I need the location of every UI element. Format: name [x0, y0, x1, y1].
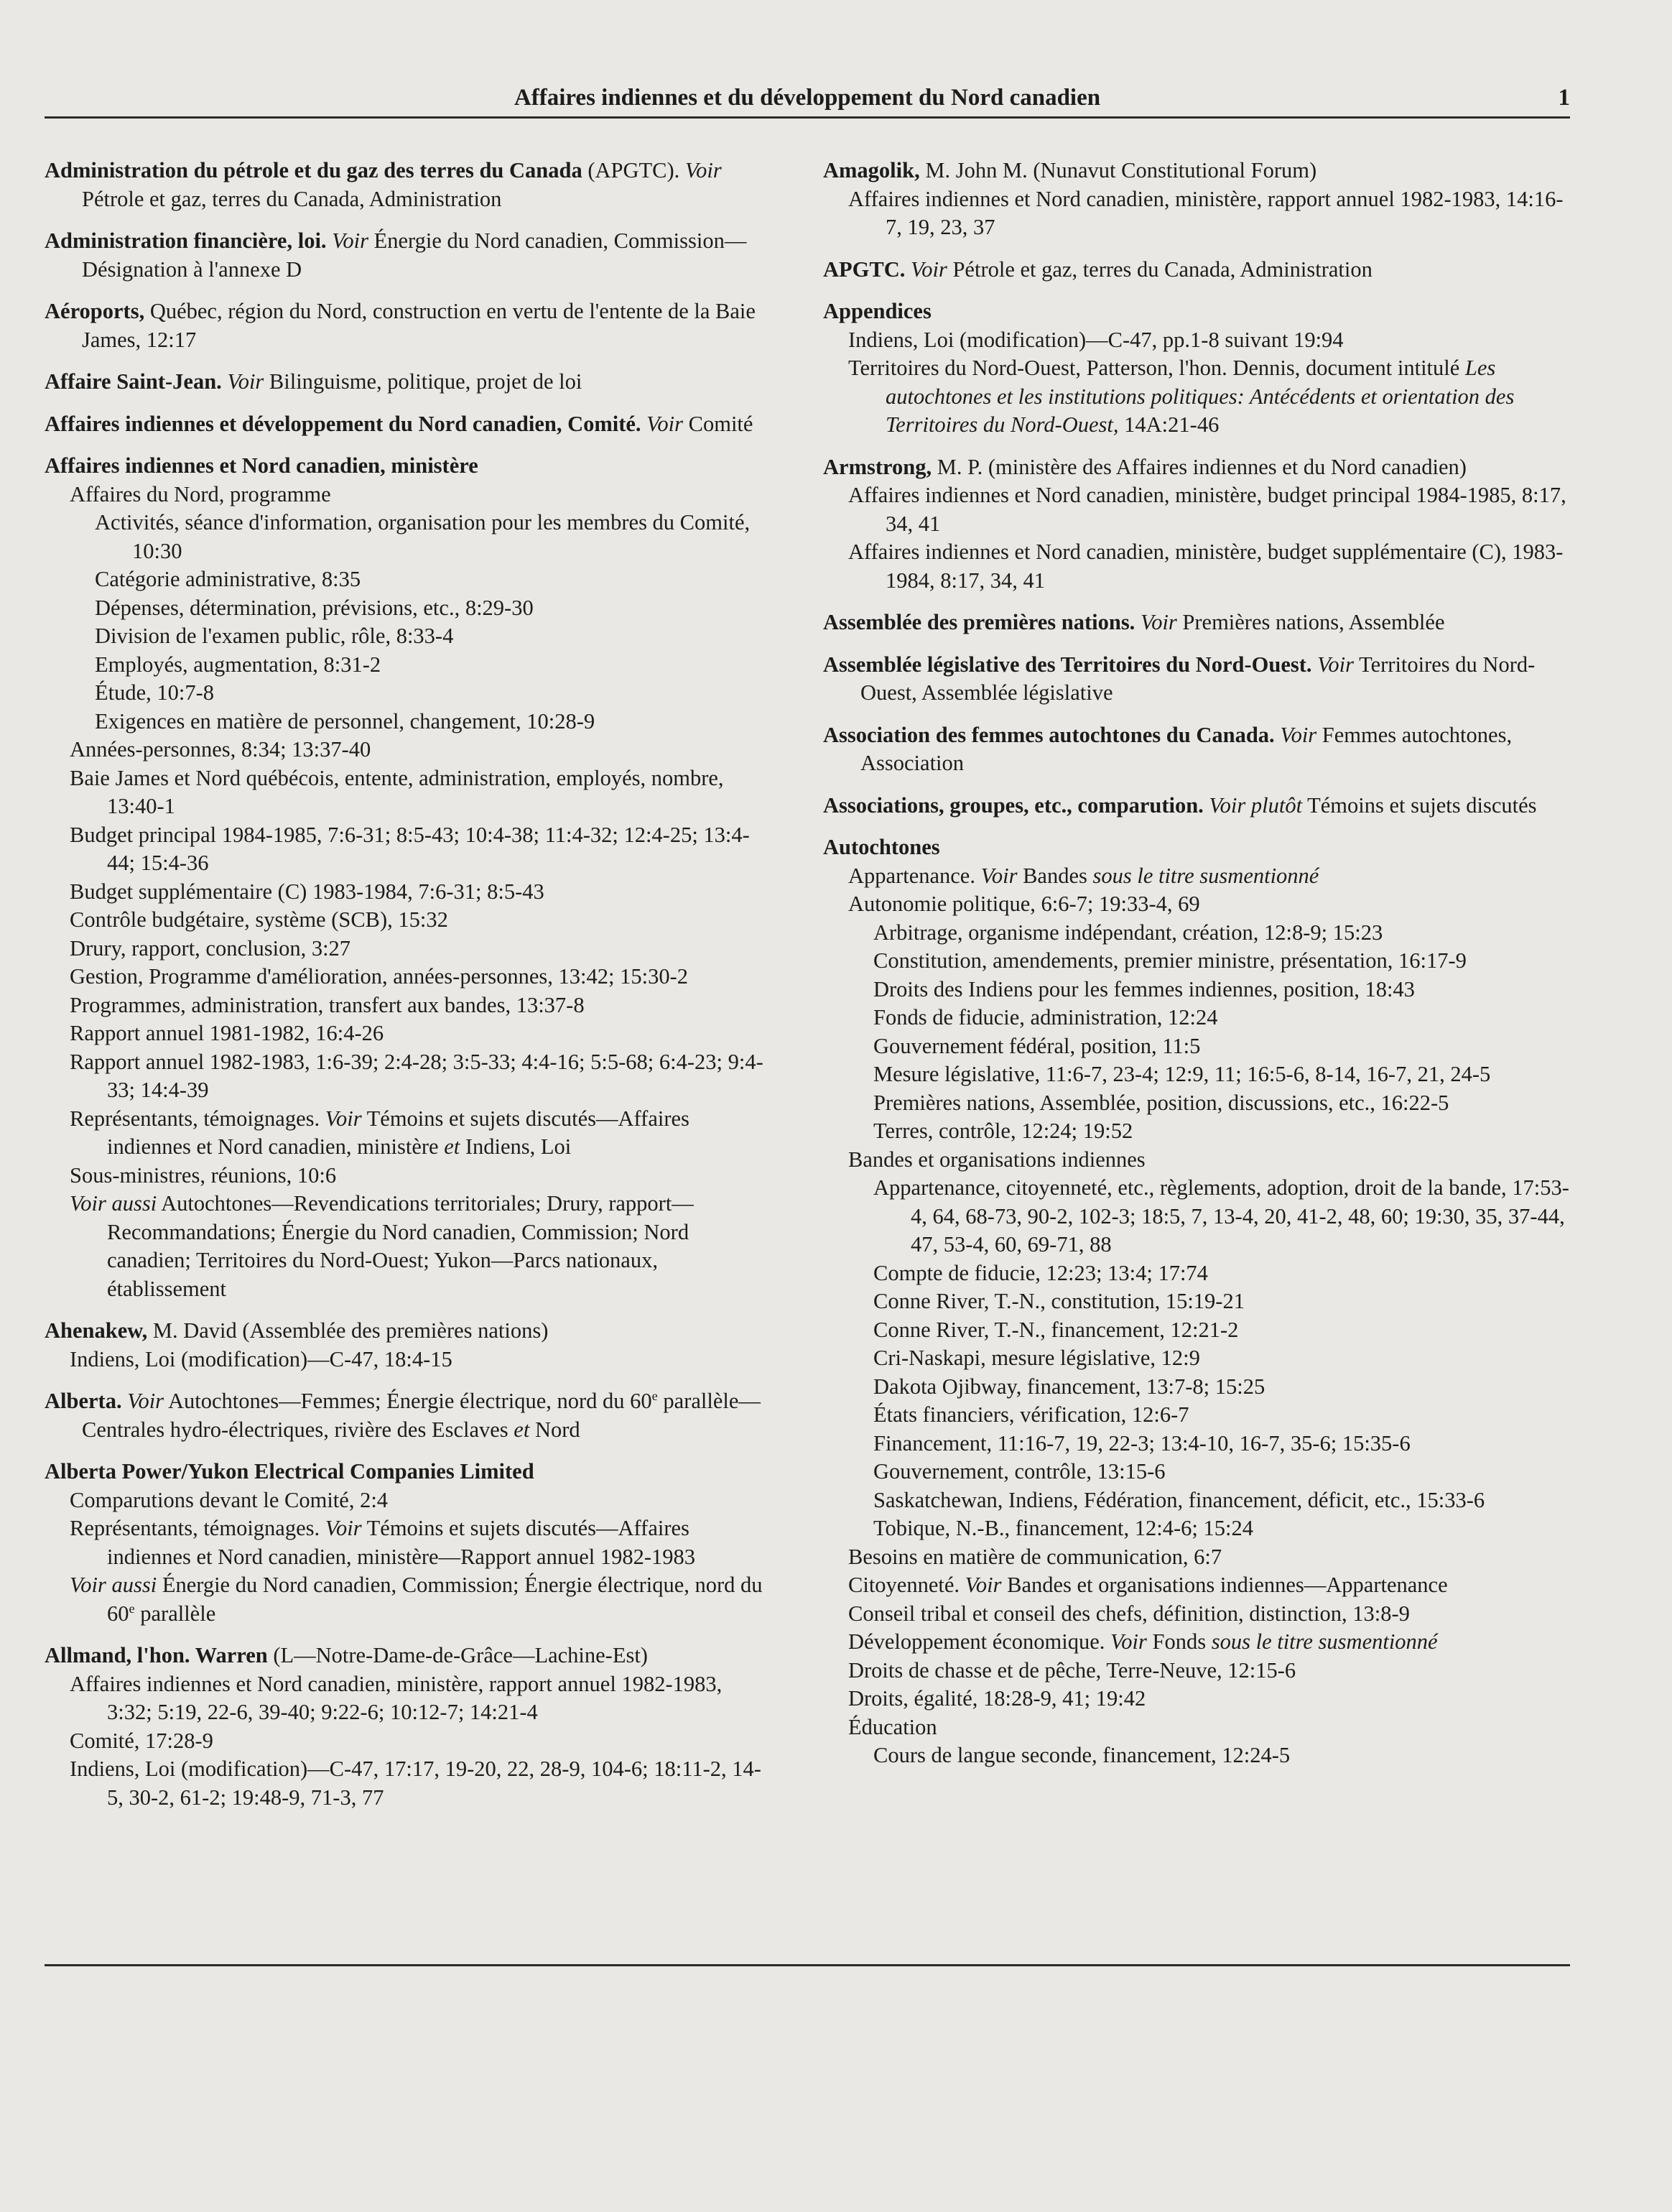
sub-subentry [860, 1741, 1570, 1770]
index-entry [823, 792, 1570, 820]
subentry [70, 935, 770, 963]
entry-text: Gouvernement, contrôle, 13:15-6 [873, 1459, 1166, 1484]
entry-text: Fonds de fiducie, administration, 12:24 [873, 1005, 1218, 1029]
subentry [70, 963, 770, 991]
sub-subentry [860, 1060, 1570, 1089]
entry-text: Cours de langue seconde, financement, 12:24-5 [873, 1743, 1291, 1767]
subentry [70, 1190, 770, 1303]
entry-text: Autonomie politique, 6:6-7; 19:33-4, 69 [848, 892, 1200, 916]
entry-text: Premières nations, Assemblée [1176, 610, 1445, 634]
entry-text: Représentants, témoignages. [70, 1106, 325, 1131]
page-number: 1 [1558, 85, 1570, 111]
sub-subentry [860, 976, 1570, 1004]
entry-text: et [514, 1417, 530, 1442]
subentry [70, 1019, 770, 1048]
entry-text: Gouvernement fédéral, position, 11:5 [873, 1033, 1201, 1058]
entry-text: Affaires indiennes et Nord canadien, ministère, rapport annuel 1982-1983, 3:32; 5:19, 22-6, 39-40; 9:22-6; 10:12-7; 14:21-4 [70, 1671, 723, 1724]
index-entry [45, 1458, 770, 1628]
sub-subentry [860, 1316, 1570, 1345]
entry-text: Rapport annuel 1982-1983, 1:6-39; 2:4-28; 3:5-33; 4:4-16; 5:5-68; 6:4-23; 9:4-33; 14:4-39 [70, 1049, 763, 1102]
entry-text: Voir [1274, 722, 1317, 747]
entry-text: Témoins et sujets discutés—Affaires indiennes et Nord canadien, ministère—Rapport annuel 1982-1983 [107, 1516, 696, 1569]
entry-text: Pétrole et gaz, terres du Canada, Administration [947, 256, 1373, 282]
entry-text: Femmes autochtones, Association [860, 722, 1513, 775]
entry-text: Terres, contrôle, 12:24; 19:52 [873, 1119, 1133, 1143]
entry-text: Voir [965, 1573, 1002, 1597]
subentry [848, 890, 1570, 919]
entry-text: Appartenance, citoyenneté, etc., règlements, adoption, droit de la bande, 17:53-4, 64, 68-73, 90-2, 102-3; 18:5, 7, 13-4, 20, 41-2, 48, 60; 19:30, 35, 37-44, 47, 53-4, 60, 69-71, 88 [873, 1175, 1569, 1257]
entry-text: Représentants, témoignages. [70, 1516, 325, 1540]
entry-text: Division de l'examen public, rôle, 8:33-4 [95, 624, 454, 648]
entry-text: Voir plutôt [1203, 792, 1303, 818]
subentry [70, 1514, 770, 1571]
bottom-rule [45, 1964, 1570, 1966]
entry-text: Dakota Ojibway, financement, 13:7-8; 15:25 [873, 1374, 1265, 1399]
entry-text: 14A:21-46 [1118, 412, 1220, 437]
sub-subentry [82, 509, 770, 565]
entry-text: Ahenakew, [45, 1318, 148, 1343]
entry-heading [823, 721, 1570, 778]
index-column-right [823, 157, 1570, 1784]
sub-subentry [860, 1287, 1570, 1316]
subentry [848, 1713, 1570, 1742]
sub-subentry [860, 919, 1570, 948]
index-entry [45, 157, 770, 213]
entry-text: États financiers, vérification, 12:6-7 [873, 1402, 1189, 1427]
sub-subentry [82, 708, 770, 736]
entry-text: Voir aussi [70, 1573, 157, 1597]
entry-heading [45, 157, 770, 213]
index-entry [823, 651, 1570, 708]
entry-text: Mesure législative, 11:6-7, 23-4; 12:9, 11; 16:5-6, 8-14, 16-7, 21, 24-5 [873, 1062, 1491, 1086]
entry-text: Armstrong, [823, 454, 932, 479]
entry-text: Aéroports, [45, 299, 145, 323]
entry-heading [823, 833, 1570, 862]
index-entry [45, 1317, 770, 1374]
entry-text: sous le titre susmentionné [1092, 863, 1319, 888]
index-entry [823, 833, 1570, 1770]
subentry [848, 1628, 1570, 1657]
entry-text: Conne River, T.-N., financement, 12:21-2 [873, 1317, 1239, 1342]
subentry [70, 1162, 770, 1190]
index-entry [823, 453, 1570, 596]
entry-text: Autochtones—Revendications territoriales; Drury, rapport—Recommandations; Énergie du Nord canadien, Commission; Nord canadien; Territoires du Nord-Ouest; Yukon—Parcs nationaux, établissement [107, 1191, 694, 1301]
subentry [848, 538, 1570, 595]
running-header [45, 80, 1570, 119]
entry-text: Les autochtones et les institutions politiques: Antécédents et orientation des Territoires du Nord-Ouest, [886, 356, 1515, 437]
entry-text: Appartenance. [848, 863, 981, 888]
entry-heading [45, 1642, 770, 1670]
entry-heading [45, 410, 770, 439]
sub-subentry [860, 1344, 1570, 1373]
index-entry [823, 608, 1570, 637]
sub-subentry [860, 947, 1570, 976]
entry-text: Baie James et Nord québécois, entente, administration, employés, nombre, 13:40-1 [70, 765, 724, 818]
entry-heading [823, 297, 1570, 326]
entry-text: Appendices [823, 299, 932, 323]
entry-text: Territoires du Nord-Ouest, Assemblée législative [860, 652, 1536, 705]
entry-text: Fonds [1146, 1629, 1212, 1654]
entry-text: Comité [683, 411, 753, 436]
sub-subentry [860, 1032, 1570, 1061]
entry-heading [45, 227, 770, 284]
entry-text: Indiens, Loi [460, 1134, 572, 1159]
entry-text: Années-personnes, 8:34; 13:37-40 [70, 737, 371, 762]
sub-subentry [860, 1259, 1570, 1288]
index-entry [45, 297, 770, 354]
sub-subentry [82, 651, 770, 680]
entry-text: Budget supplémentaire (C) 1983-1984, 7:6-31; 8:5-43 [70, 879, 544, 904]
entry-heading [823, 792, 1570, 820]
entry-text: Voir [326, 228, 369, 253]
entry-text: Catégorie administrative, 8:35 [95, 567, 361, 591]
entry-text: Droits de chasse et de pêche, Terre-Neuve, 12:15-6 [848, 1657, 1296, 1683]
entry-text: (APGTC). [582, 158, 680, 182]
entry-text: parallèle—Centrales hydro-électriques, rivière des Esclaves [82, 1389, 761, 1442]
entry-text: Affaires indiennes et Nord canadien, ministère [45, 453, 478, 478]
entry-text: Affaires indiennes et développement du Nord canadien, Comité. [45, 411, 641, 436]
index-entry [823, 721, 1570, 778]
entry-text: Arbitrage, organisme indépendant, création, 12:8-9; 15:23 [873, 920, 1383, 945]
entry-text: Développement économique. [848, 1629, 1111, 1654]
entry-text: M. David (Assemblée des premières nations) [147, 1318, 549, 1343]
entry-heading [45, 452, 770, 481]
subentry [848, 1571, 1570, 1600]
entry-text: Conseil tribal et conseil des chefs, définition, distinction, 13:8-9 [848, 1601, 1410, 1626]
entry-text: Voir [121, 1389, 164, 1413]
entry-text: Saskatchewan, Indiens, Fédération, financement, déficit, etc., 15:33-6 [873, 1487, 1485, 1512]
subentry [70, 991, 770, 1020]
subentry [70, 906, 770, 935]
entry-text: Québec, région du Nord, construction en vertu de l'entente de la Baie James, 12:17 [82, 299, 756, 352]
entry-heading [45, 368, 770, 397]
sub-subentry [860, 1486, 1570, 1515]
entry-text: M. John M. (Nunavut Constitutional Forum) [919, 158, 1317, 182]
entry-text: Voir [679, 158, 722, 182]
subentry [848, 1146, 1570, 1175]
entry-heading [823, 651, 1570, 708]
entry-text: Énergie du Nord canadien, Commission; Énergie électrique, nord du 60 [107, 1573, 763, 1626]
index-entry [823, 157, 1570, 242]
entry-heading [823, 256, 1570, 284]
entry-text: Gestion, Programme d'amélioration, années-personnes, 13:42; 15:30-2 [70, 964, 688, 989]
entry-heading [45, 1458, 770, 1486]
entry-text: Financement, 11:16-7, 19, 22-3; 13:4-10, 16-7, 35-6; 15:35-6 [873, 1430, 1411, 1456]
entry-text: Indiens, Loi (modification)—C-47, 17:17, 19-20, 22, 28-9, 104-6; 18:11-2, 14-5, 30-2, 61-2; 19:48-9, 71-3, 77 [70, 1757, 761, 1810]
entry-text: Affaires indiennes et Nord canadien, ministère, budget supplémentaire (C), 1983-1984, 8:17, 34, 41 [848, 540, 1564, 593]
subentry [848, 1657, 1570, 1685]
entry-text: et [444, 1134, 460, 1159]
entry-text: Autochtones [823, 835, 940, 859]
sub-subentry [82, 565, 770, 594]
entry-text: Témoins et sujets discutés—Affaires indiennes et Nord canadien, ministère [107, 1106, 689, 1159]
entry-text: Voir [641, 411, 684, 436]
entry-text: Bandes et organisations indiennes—Appartenance [1001, 1573, 1448, 1597]
entry-text: Étude, 10:7-8 [95, 680, 215, 705]
entry-text: Affaires indiennes et Nord canadien, ministère, budget principal 1984-1985, 8:17, 34, 41 [848, 483, 1566, 536]
entry-text: Voir [1110, 1629, 1147, 1654]
subentry [70, 1105, 770, 1162]
entry-text: Voir [1135, 610, 1177, 634]
entry-text: Budget principal 1984-1985, 7:6-31; 8:5-43; 10:4-38; 11:4-32; 12:4-25; 13:4-44; 15:4-36 [70, 822, 750, 875]
entry-text: e [129, 1601, 135, 1616]
entry-text: Énergie du Nord canadien, Commission—Désignation à l'annexe D [82, 228, 747, 282]
subentry [848, 1543, 1570, 1572]
entry-text: Bandes et organisations indiennes [848, 1147, 1146, 1172]
sub-subentry [860, 1458, 1570, 1486]
entry-text: Indiens, Loi (modification)—C-47, 18:4-15 [70, 1346, 452, 1371]
entry-text: Administration financière, loi. [45, 228, 327, 253]
entry-text: Assemblée des premières nations. [823, 610, 1135, 634]
entry-text: (L—Notre-Dame-de-Grâce—Lachine-Est) [267, 1643, 648, 1667]
sub-subentry [82, 594, 770, 623]
entry-text: Voir aussi [70, 1191, 157, 1216]
sub-subentry [860, 1117, 1570, 1146]
sub-subentry [860, 1514, 1570, 1543]
entry-text: Dépenses, détermination, prévisions, etc., 8:29-30 [95, 595, 534, 620]
sub-subentry [860, 1373, 1570, 1402]
entry-text: Affaires du Nord, programme [70, 481, 331, 506]
entry-text: Premières nations, Assemblée, position, discussions, etc., 16:22-5 [873, 1090, 1449, 1115]
entry-text: Territoires du Nord-Ouest, Patterson, l'hon. Dennis, document intitulé [848, 356, 1465, 380]
entry-text: Sous-ministres, réunions, 10:6 [70, 1162, 337, 1188]
entry-text: Allmand, l'hon. Warren [45, 1643, 268, 1667]
entry-text: Pétrole et gaz, terres du Canada, Administration [82, 186, 502, 211]
sub-subentry [860, 1174, 1570, 1259]
entry-text: Citoyenneté. [848, 1573, 965, 1597]
entry-text: Droits des Indiens pour les femmes indiennes, position, 18:43 [873, 976, 1415, 1001]
entry-text: Voir [905, 256, 947, 282]
entry-heading [45, 1387, 770, 1444]
entry-text: Compte de fiducie, 12:23; 13:4; 17:74 [873, 1260, 1208, 1285]
entry-text: Alberta Power/Yukon Electrical Companies Limited [45, 1459, 534, 1484]
subentry [848, 862, 1570, 891]
entry-heading [823, 608, 1570, 637]
sub-subentry [860, 1401, 1570, 1430]
entry-text: Voir [980, 863, 1018, 888]
subentry [70, 821, 770, 878]
entry-text: Rapport annuel 1981-1982, 16:4-26 [70, 1021, 384, 1045]
entry-text: Autochtones—Femmes; Énergie électrique, nord du 60 [164, 1389, 652, 1413]
sub-subentry [860, 1089, 1570, 1118]
entry-text: Associations, groupes, etc., comparution. [823, 792, 1204, 818]
entry-text: Éducation [848, 1714, 937, 1739]
entry-text: M. P. (ministère des Affaires indiennes et du Nord canadien) [932, 454, 1467, 479]
index-entry [45, 410, 770, 439]
index-entry [45, 368, 770, 397]
entry-heading [45, 1317, 770, 1346]
entry-heading [823, 453, 1570, 482]
subentry [70, 1346, 770, 1374]
index-entry [45, 1387, 770, 1444]
entry-text: Voir [221, 369, 264, 394]
entry-text: Voir [325, 1106, 362, 1131]
entry-text: Assemblée législative des Territoires du Nord-Ouest. [823, 652, 1312, 677]
entry-text: Comparutions devant le Comité, 2:4 [70, 1487, 389, 1512]
subentry [848, 481, 1570, 538]
entry-text: Témoins et sujets discutés [1302, 792, 1537, 818]
subentry [70, 1755, 770, 1812]
subentry [848, 326, 1570, 355]
subentry [70, 1727, 770, 1756]
subentry [70, 481, 770, 509]
subentry [70, 1486, 770, 1515]
entry-heading [823, 157, 1570, 185]
entry-text: parallèle [134, 1601, 216, 1626]
entry-text: Association des femmes autochtones du Canada. [823, 722, 1275, 747]
entry-text: Exigences en matière de personnel, changement, 10:28-9 [95, 708, 595, 734]
entry-text: Conne River, T.-N., constitution, 15:19-21 [873, 1289, 1245, 1313]
entry-text: Activités, séance d'information, organisation pour les membres du Comité, 10:30 [95, 510, 751, 563]
entry-text: Voir [325, 1516, 362, 1540]
subentry [70, 1571, 770, 1628]
index-entry [45, 452, 770, 1303]
subentry [70, 764, 770, 821]
subentry [848, 1685, 1570, 1713]
entry-text: Constitution, amendements, premier ministre, présentation, 16:17-9 [873, 948, 1467, 973]
entry-text: Alberta. [45, 1389, 122, 1413]
index-column-left [45, 157, 770, 1825]
entry-text: Affaire Saint-Jean. [45, 369, 222, 394]
subentry [848, 354, 1570, 440]
entry-text: sous le titre susmentionné [1211, 1629, 1438, 1654]
entry-text: Affaires indiennes et Nord canadien, ministère, rapport annuel 1982-1983, 14:16-7, 19, 23, 37 [848, 186, 1564, 239]
index-entry [45, 227, 770, 284]
page-title: Affaires indiennes et du développement du Nord canadien [514, 85, 1101, 111]
entry-text: Besoins en matière de communication, 6:7 [848, 1544, 1222, 1569]
entry-text: Programmes, administration, transfert aux bandes, 13:37-8 [70, 992, 585, 1017]
sub-subentry [860, 1430, 1570, 1458]
subentry [848, 1600, 1570, 1629]
entry-text: Indiens, Loi (modification)—C-47, pp.1-8 suivant 19:94 [848, 327, 1344, 352]
entry-text: Voir [1311, 652, 1355, 677]
index-entry [45, 1642, 770, 1812]
entry-text: Nord [529, 1417, 580, 1442]
entry-text: Bilinguisme, politique, projet de loi [264, 369, 582, 394]
entry-text: Comité, 17:28-9 [70, 1728, 213, 1753]
entry-text: Tobique, N.-B., financement, 12:4-6; 15:24 [873, 1516, 1253, 1540]
entry-text: e [651, 1388, 658, 1403]
entry-text: Contrôle budgétaire, système (SCB), 15:32 [70, 907, 448, 932]
sub-subentry [82, 679, 770, 708]
entry-text: Amagolik, [823, 158, 920, 182]
subentry [848, 185, 1570, 242]
entry-text: Droits, égalité, 18:28-9, 41; 19:42 [848, 1686, 1146, 1711]
index-entry [823, 297, 1570, 440]
entry-text: Bandes [1017, 863, 1093, 888]
entry-text: Administration du pétrole et du gaz des terres du Canada [45, 158, 582, 182]
sub-subentry [860, 1004, 1570, 1032]
entry-text: APGTC. [823, 256, 906, 282]
entry-heading [45, 297, 770, 354]
index-entry [823, 256, 1570, 284]
entry-text: Cri-Naskapi, mesure législative, 12:9 [873, 1346, 1200, 1370]
entry-text: Employés, augmentation, 8:31-2 [95, 652, 381, 677]
subentry [70, 1670, 770, 1727]
subentry [70, 878, 770, 907]
entry-text: Drury, rapport, conclusion, 3:27 [70, 935, 351, 961]
sub-subentry [82, 622, 770, 651]
subentry [70, 736, 770, 764]
subentry [70, 1048, 770, 1105]
